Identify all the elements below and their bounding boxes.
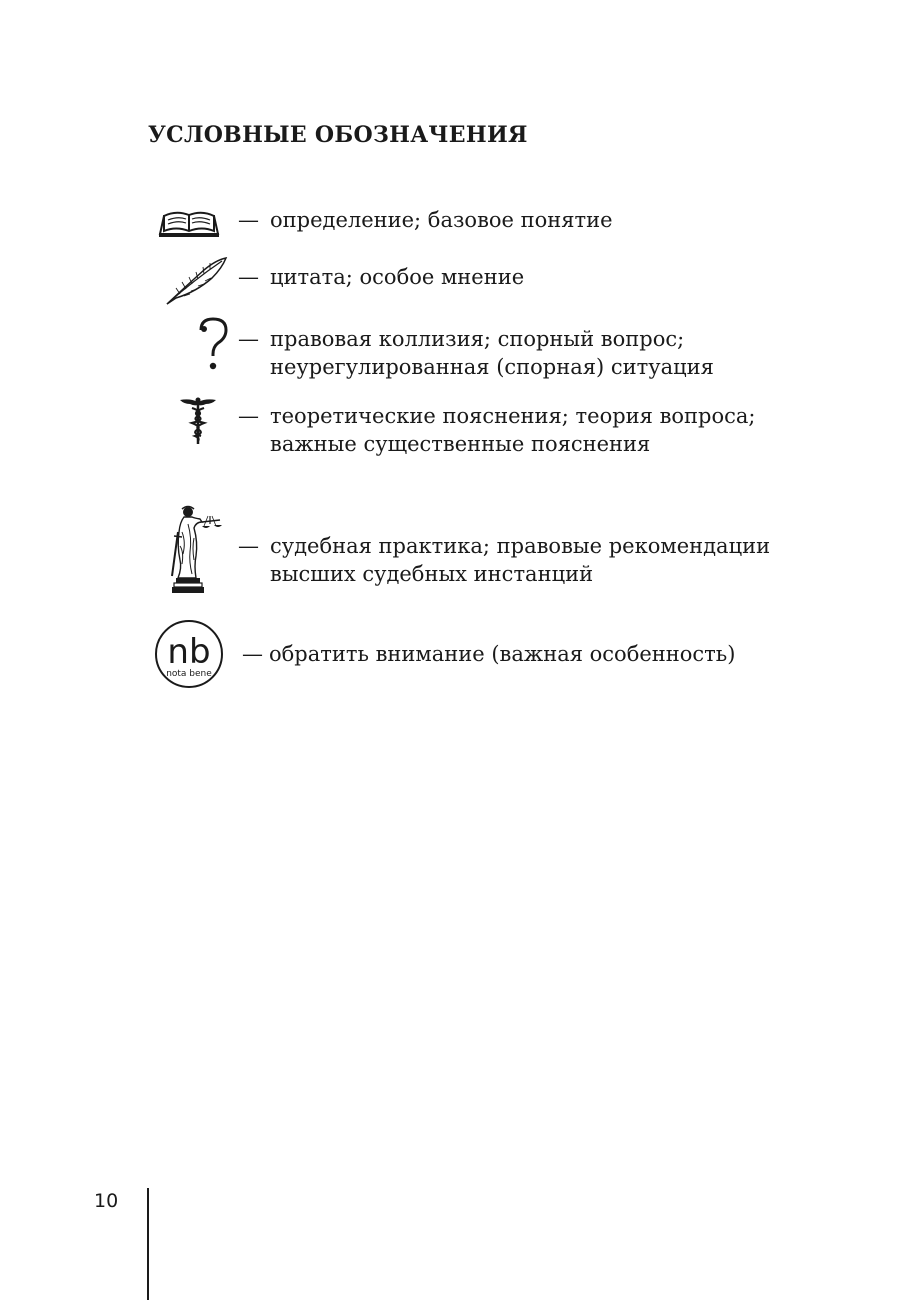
open-book-icon [158,206,220,242]
page-number: 10 [94,1190,119,1212]
legend-dash: — [238,404,259,428]
legend-line: судебная практика; правовые рекомендации [270,534,771,558]
legend-line: высших судебных инстанций [270,562,594,586]
legend-text [270,263,524,291]
legend-line: теоретические пояснения; теория вопроса; [270,404,756,428]
legend-dash: — [238,327,259,351]
footer-divider [147,1188,149,1300]
legend-line: важные существенные пояснения [270,432,651,456]
legend-line: цитата; особое мнение [270,265,525,289]
legend-dash: — [238,534,259,558]
legend-line: обратить внимание (важная особенность) [269,642,736,666]
question-mark-icon [196,316,230,376]
nota-bene-icon [154,619,224,693]
legend-text [270,532,770,588]
legend-text [270,325,714,381]
nota-bene-caption: nota bene [166,669,212,679]
legend-text [270,206,613,234]
legend-text [270,402,756,458]
legend-dash: — [238,208,259,232]
nota-bene-letters: nb [167,632,211,672]
legend-line: определение; базовое понятие [270,208,613,232]
page-title: УСЛОВНЫЕ ОБОЗНАЧЕНИЯ [148,122,528,148]
legend-line: неурегулированная (спорная) ситуация [270,355,714,379]
legend-text [269,640,735,668]
legend-dash: — [238,265,259,289]
legend-line: правовая коллизия; спорный вопрос; [270,327,685,351]
legend-dash: — [242,642,263,666]
lady-justice-icon [166,502,228,598]
caduceus-icon [178,396,218,450]
quill-feather-icon [164,256,228,310]
